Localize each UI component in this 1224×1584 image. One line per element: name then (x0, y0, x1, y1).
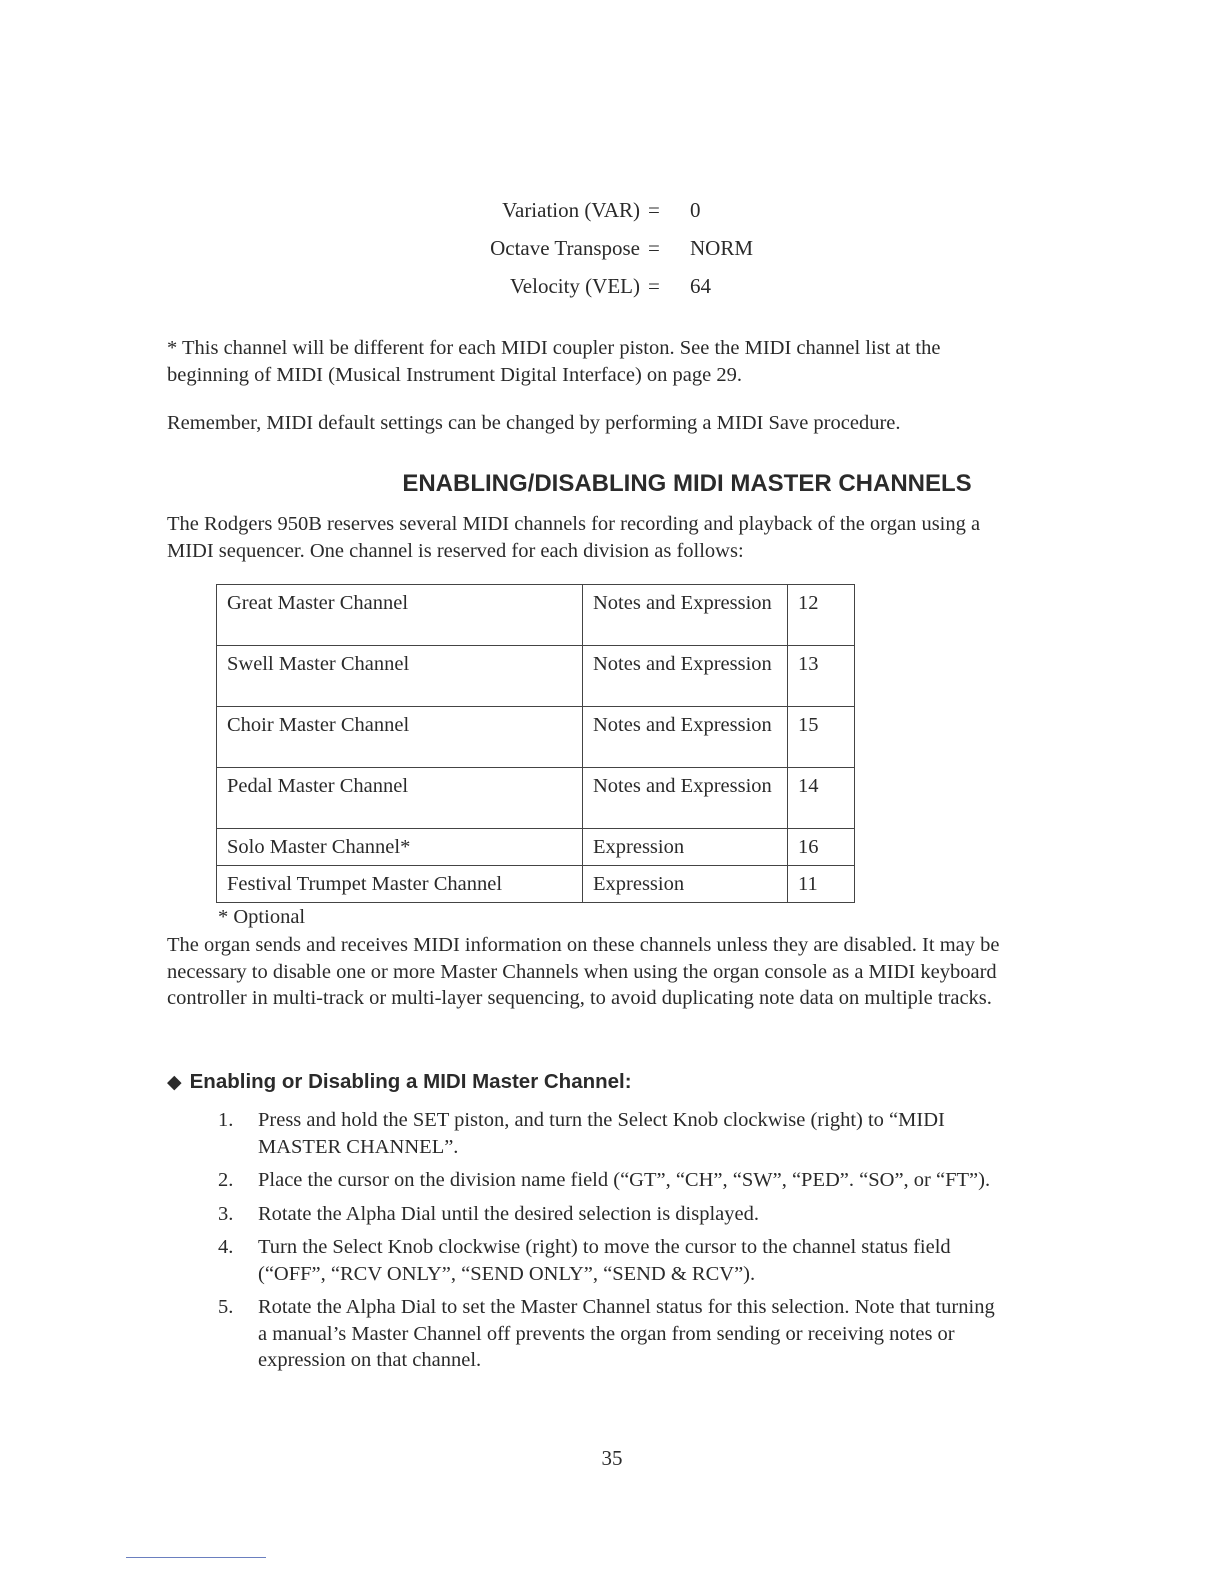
list-item (218, 1234, 1008, 1287)
master-channels-table (216, 584, 855, 903)
channel-name-cell: Solo Master Channel* (217, 829, 583, 866)
step-number: 4. (218, 1236, 234, 1258)
equals-sign: = (648, 236, 660, 260)
procedure-heading (167, 1070, 632, 1094)
channel-name-cell: Swell Master Channel (217, 646, 583, 707)
equals-sign: = (648, 274, 660, 298)
list-item (218, 1107, 1008, 1160)
channel-footnote: * This channel will be different for each MIDI coupler piston. See the MIDI channel list at the beginning of MIDI (Musical Instrument Digital Interface) on page 29. (167, 337, 941, 386)
step-text: Rotate the Alpha Dial to set the Master Channel status for this selection. Note that turning a manual’s Master Channel off prevents the organ from sending or receiving notes or expression on that channel. (258, 1296, 995, 1371)
list-item (218, 1201, 1008, 1228)
section-intro: The Rodgers 950B reserves several MIDI channels for recording and playback of the organ using a MIDI sequencer. One channel is reserved for each division as follows: (167, 513, 981, 562)
step-text: Place the cursor on the division name field (“GT”, “CH”, “SW”, “PED”. “SO”, or “FT”). (258, 1169, 991, 1191)
channel-name-cell: Choir Master Channel (217, 707, 583, 768)
step-number: 2. (218, 1169, 234, 1191)
table-row (217, 829, 855, 866)
section-heading: ENABLING/DISABLING MIDI MASTER CHANNELS (402, 470, 972, 497)
table-row (217, 646, 855, 707)
channel-number-cell: 16 (788, 829, 855, 866)
channel-type-cell: Notes and Expression (583, 768, 788, 829)
setting-row (420, 198, 840, 236)
step-number: 3. (218, 1202, 234, 1225)
channel-number-cell: 11 (788, 866, 855, 903)
diamond-bullet-icon: ◆ (167, 1072, 182, 1093)
list-item (218, 1294, 1008, 1374)
table-row (217, 707, 855, 768)
step-number: 5. (218, 1296, 234, 1318)
midi-save-note: Remember, MIDI default settings can be changed by performing a MIDI Save procedure. (167, 412, 901, 434)
procedure-steps (218, 1107, 1008, 1381)
page-number: 35 (601, 1446, 623, 1470)
setting-row (420, 236, 840, 274)
channel-name-cell: Pedal Master Channel (217, 768, 583, 829)
default-settings-list (420, 198, 840, 312)
channel-number-cell: 12 (788, 585, 855, 646)
step-text: Rotate the Alpha Dial until the desired selection is displayed. (258, 1202, 759, 1225)
channel-name-cell: Festival Trumpet Master Channel (217, 866, 583, 903)
channel-type-cell: Notes and Expression (583, 646, 788, 707)
explanation-paragraph: The organ sends and receives MIDI information on these channels unless they are disabled. It may be necessary to disable one or more Master Channels when using the organ console as a MIDI keyboard controller in multi-track or multi-layer sequencing, to avoid duplicating note data on multiple tracks. (167, 934, 1000, 1009)
setting-label: Variation (VAR) (502, 198, 640, 222)
table-row (217, 866, 855, 903)
channel-type-cell: Expression (583, 829, 788, 866)
equals-sign: = (648, 198, 660, 222)
setting-label: Octave Transpose (490, 236, 640, 260)
procedure-heading-text: Enabling or Disabling a MIDI Master Channel: (189, 1070, 632, 1093)
step-text: Turn the Select Knob clockwise (right) to move the cursor to the channel status field (“OFF”, “RCV ONLY”, “SEND ONLY”, “SEND & RCV”). (258, 1236, 951, 1285)
channel-number-cell: 13 (788, 646, 855, 707)
footer-divider (126, 1557, 266, 1558)
table-row (217, 768, 855, 829)
table-footnote: * Optional (218, 906, 306, 928)
channel-number-cell: 14 (788, 768, 855, 829)
step-text: Press and hold the SET piston, and turn the Select Knob clockwise (right) to “MIDI MASTER CHANNEL”. (258, 1109, 945, 1158)
list-item (218, 1167, 1008, 1194)
setting-value: 64 (690, 274, 711, 298)
setting-row (420, 274, 840, 312)
channel-type-cell: Expression (583, 866, 788, 903)
step-number: 1. (218, 1109, 234, 1131)
channel-type-cell: Notes and Expression (583, 585, 788, 646)
table-row (217, 585, 855, 646)
channel-type-cell: Notes and Expression (583, 707, 788, 768)
setting-value: 0 (690, 198, 701, 222)
channel-name-cell: Great Master Channel (217, 585, 583, 646)
setting-label: Velocity (VEL) (509, 274, 640, 298)
channel-number-cell: 15 (788, 707, 855, 768)
setting-value: NORM (690, 236, 754, 260)
